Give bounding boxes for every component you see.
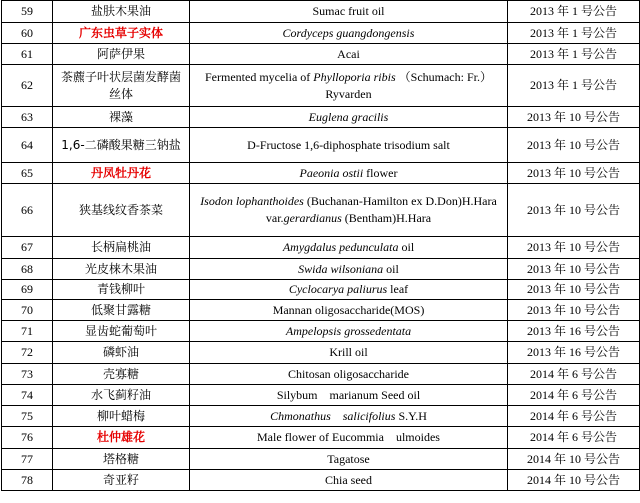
announcement: 2013 年 10 号公告 [508,300,640,321]
chinese-name: 阿萨伊果 [53,44,190,65]
english-name-segment: Sumac fruit oil [312,4,385,18]
row-number: 72 [2,342,53,364]
table-row [2,163,640,184]
english-name [190,259,508,280]
english-name [190,280,508,300]
english-name [190,300,508,321]
english-name-segment: Mannan oligosaccharide(MOS) [272,302,425,317]
row-number: 78 [2,470,53,491]
announcement: 2014 年 10 号公告 [508,449,640,470]
english-name-segment: Silybum marianum Seed oil [276,387,421,402]
row-number: 62 [2,65,53,107]
table-row [2,321,640,342]
english-name-segment: flower [363,165,398,180]
announcement: 2014 年 6 号公告 [508,364,640,385]
table-row [2,237,640,259]
chinese-name: 柳叶蜡梅 [53,406,190,427]
english-name [190,107,508,128]
english-name [190,321,508,342]
english-name-segment: oil [398,240,415,254]
announcement: 2013 年 1 号公告 [508,1,640,23]
table-row [2,300,640,321]
row-number: 65 [2,163,53,184]
row-number: 76 [2,427,53,449]
english-name-segment: (Bentham)H.Hara [341,211,432,225]
english-name [190,65,508,107]
english-name [190,163,508,184]
novel-food-table [1,0,640,491]
english-name-segment: S.Y.H [395,408,427,423]
chinese-name: 杜仲雄花 [53,427,190,449]
english-name-segment: Chmonathus salicifolius [270,408,396,423]
table-row [2,449,640,470]
chinese-name: 水飞蓟籽油 [53,385,190,406]
row-number: 71 [2,321,53,342]
chinese-name: 奇亚籽 [53,470,190,491]
english-name [190,470,508,491]
english-name-segment: Phylloporia ribis [313,69,396,84]
english-name [190,364,508,385]
english-name-segment: Cordyceps guangdongensis [282,25,415,40]
announcement: 2013 年 1 号公告 [508,44,640,65]
english-name [190,449,508,470]
english-name [190,1,508,23]
announcement: 2013 年 10 号公告 [508,128,640,163]
chinese-name: 丹凤牡丹花 [53,163,190,184]
chinese-name: 磷虾油 [53,342,190,364]
chinese-name: 狭基线纹香茶菜 [53,184,190,237]
table-row [2,107,640,128]
table-row [2,280,640,300]
announcement: 2013 年 16 号公告 [508,342,640,364]
table-row [2,470,640,491]
announcement: 2013 年 10 号公告 [508,237,640,259]
chinese-name: 盐肤木果油 [53,1,190,23]
table-row [2,23,640,44]
english-name-segment: oil [383,261,399,276]
english-name-segment: Amygdalus pedunculata [282,240,399,254]
table-row [2,342,640,364]
announcement: 2014 年 10 号公告 [508,470,640,491]
chinese-name: 长柄扁桃油 [53,237,190,259]
english-name-segment: Acai [337,46,360,61]
english-name-segment: Fermented mycelia of [205,69,314,84]
english-name-segment: Krill oil [329,345,368,359]
announcement: 2013 年 10 号公告 [508,163,640,184]
english-name [190,237,508,259]
english-name-segment: leaf [387,282,409,296]
table-row [2,385,640,406]
english-name-segment: Isodon lophanthoides [200,194,304,208]
english-name [190,427,508,449]
announcement: 2013 年 16 号公告 [508,321,640,342]
row-number: 75 [2,406,53,427]
chinese-name: 壳寡糖 [53,364,190,385]
english-name-segment: Chia seed [325,472,372,487]
announcement: 2014 年 6 号公告 [508,385,640,406]
table-row [2,184,640,237]
table-row [2,364,640,385]
english-name-segment: Ampelopsis grossedentata [285,323,412,338]
english-name [190,44,508,65]
english-name-segment: gerardianus [283,211,342,225]
announcement: 2013 年 1 号公告 [508,23,640,44]
row-number: 59 [2,1,53,23]
row-number: 60 [2,23,53,44]
chinese-name: 塔格糖 [53,449,190,470]
chinese-name: 裸藻 [53,107,190,128]
chinese-name: 青钱柳叶 [53,280,190,300]
chinese-name: 茶藨子叶状层菌发酵菌丝体 [53,65,190,107]
table-row [2,128,640,163]
table-row [2,259,640,280]
table-row [2,406,640,427]
english-name-segment: Male flower of Eucommia ulmoides [257,430,440,444]
row-number: 77 [2,449,53,470]
announcement: 2013 年 10 号公告 [508,280,640,300]
announcement: 2013 年 1 号公告 [508,65,640,107]
english-name [190,385,508,406]
row-number: 61 [2,44,53,65]
chinese-name: 低聚甘露糖 [53,300,190,321]
chinese-name: 1,6-二磷酸果糖三钠盐 [53,128,190,163]
english-name-segment: Chitosan oligosaccharide [288,366,409,381]
announcement: 2013 年 10 号公告 [508,107,640,128]
table-body [2,1,640,491]
english-name-segment: (Buchanan-Hamilton ex D.Don)H.Hara var. [265,194,497,225]
english-name [190,184,508,237]
table-row [2,427,640,449]
english-name-segment: Swida wilsoniana [298,261,384,276]
table-row [2,44,640,65]
english-name [190,128,508,163]
row-number: 63 [2,107,53,128]
row-number: 68 [2,259,53,280]
announcement: 2013 年 10 号公告 [508,259,640,280]
row-number: 67 [2,237,53,259]
english-name-segment: Paeonia ostii [299,165,364,180]
english-name [190,342,508,364]
row-number: 64 [2,128,53,163]
english-name-segment: Cyclocarya paliurus [288,282,388,296]
chinese-name: 显齿蛇葡萄叶 [53,321,190,342]
english-name-segment: D-Fructose 1,6-diphosphate trisodium salt [247,137,450,152]
announcement: 2014 年 6 号公告 [508,406,640,427]
announcement: 2014 年 6 号公告 [508,427,640,449]
english-name [190,23,508,44]
english-name-segment: Tagatose [327,451,370,466]
english-name-segment: （Schumach: Fr.）Ryvarden [325,69,492,101]
english-name-segment: Euglena gracilis [308,109,389,124]
table-row [2,1,640,23]
table-row [2,65,640,107]
row-number: 70 [2,300,53,321]
announcement: 2013 年 10 号公告 [508,184,640,237]
row-number: 66 [2,184,53,237]
row-number: 73 [2,364,53,385]
row-number: 69 [2,280,53,300]
chinese-name: 光皮梾木果油 [53,259,190,280]
row-number: 74 [2,385,53,406]
chinese-name: 广东虫草子实体 [53,23,190,44]
english-name [190,406,508,427]
